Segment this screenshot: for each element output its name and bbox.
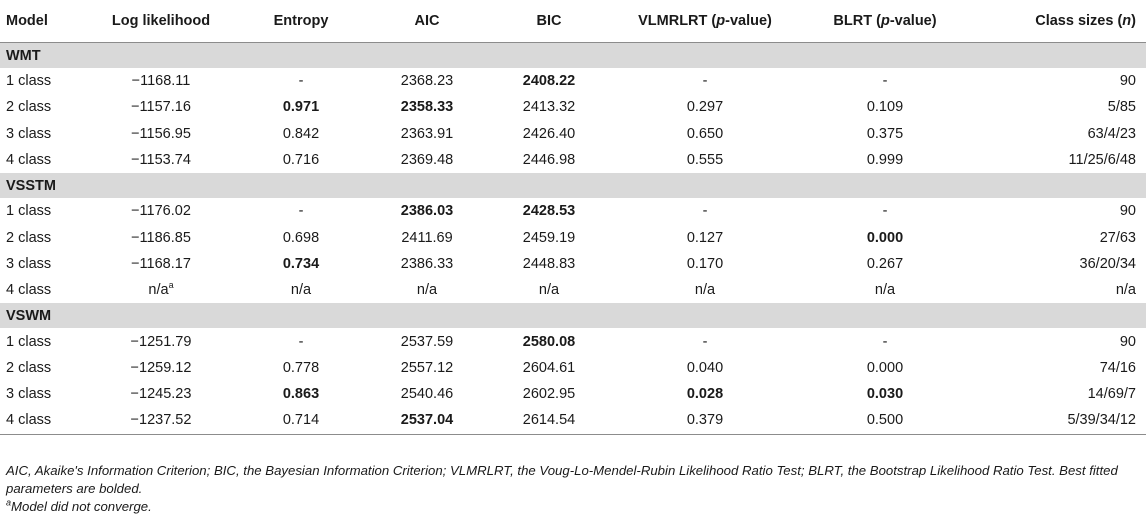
table-row bbox=[0, 147, 1146, 173]
cell-blrt: - bbox=[882, 73, 888, 90]
cell-model: 3 class bbox=[6, 125, 52, 142]
cell-aic: 2358.33 bbox=[400, 99, 454, 116]
cell-class-sizes: 5/85 bbox=[1107, 99, 1136, 116]
header-entropy: Entropy bbox=[236, 0, 366, 43]
header-blrt-open-paren: ( bbox=[876, 13, 881, 29]
table-row bbox=[0, 198, 1146, 224]
cell-model: 3 class bbox=[6, 255, 52, 272]
cell-model: 2 class bbox=[6, 359, 52, 376]
cell-bic: 2428.53 bbox=[522, 203, 576, 220]
header-vlmrlrt-suffix: -value) bbox=[725, 13, 772, 29]
header-class-sizes-close-paren: ) bbox=[1131, 13, 1136, 29]
cell-entropy: 0.842 bbox=[282, 125, 320, 142]
cell-aic: 2368.23 bbox=[400, 73, 454, 90]
cell-vlmrlrt: 0.297 bbox=[686, 99, 724, 116]
header-vlmrlrt-label: VLMRLRT bbox=[638, 13, 708, 29]
group-label: VSWM bbox=[0, 303, 1146, 328]
cell-log-likelihood: −1186.85 bbox=[131, 229, 191, 246]
header-vlmrlrt bbox=[610, 0, 800, 43]
cell-bic: 2413.32 bbox=[522, 99, 576, 116]
cell-bic: 2602.95 bbox=[522, 386, 576, 403]
group-row-wmt bbox=[0, 43, 1146, 69]
cell-blrt: 0.267 bbox=[866, 255, 904, 272]
cell-vlmrlrt: 0.379 bbox=[686, 412, 724, 429]
cell-bic: 2614.54 bbox=[522, 412, 576, 429]
header-class-sizes bbox=[970, 0, 1146, 43]
cell-bic: 2408.22 bbox=[522, 73, 576, 90]
cell-model: 2 class bbox=[6, 229, 52, 246]
header-vlmrlrt-open-paren: ( bbox=[711, 13, 717, 29]
group-row-vswm bbox=[0, 303, 1146, 328]
footnote-marker: a bbox=[6, 497, 12, 508]
footnote-text: Model did not converge. bbox=[11, 499, 152, 514]
cell-bic: 2448.83 bbox=[522, 255, 576, 272]
cell-log-likelihood: −1153.74 bbox=[131, 152, 191, 169]
cell-bic: 2459.19 bbox=[522, 229, 576, 246]
cell-blrt: - bbox=[882, 203, 888, 220]
cell-vlmrlrt: n/a bbox=[694, 282, 716, 299]
cell-blrt: 0.500 bbox=[866, 412, 904, 429]
cell-aic: n/a bbox=[416, 282, 438, 299]
header-vlmrlrt-p: p bbox=[716, 13, 726, 29]
cell-vlmrlrt: 0.650 bbox=[686, 125, 724, 142]
cell-aic: 2540.46 bbox=[400, 386, 454, 403]
cell-aic: 2363.91 bbox=[400, 125, 454, 142]
cell-log-likelihood: −1156.95 bbox=[131, 125, 191, 142]
cell-model: 1 class bbox=[6, 73, 52, 90]
cell-class-sizes: 27/63 bbox=[1099, 229, 1136, 246]
table-row bbox=[0, 94, 1146, 120]
cell-vlmrlrt: 0.040 bbox=[686, 359, 724, 376]
cell-class-sizes: n/a bbox=[1115, 282, 1136, 299]
cell-entropy: 0.716 bbox=[282, 152, 320, 169]
cell-blrt: n/a bbox=[874, 282, 896, 299]
table-row bbox=[0, 277, 1146, 303]
cell-aic: 2537.04 bbox=[400, 412, 454, 429]
cell-class-sizes: 14/69/7 bbox=[1087, 386, 1136, 403]
cell-log-likelihood: −1251.79 bbox=[130, 333, 192, 350]
cell-entropy: 0.698 bbox=[282, 229, 320, 246]
cell-vlmrlrt: - bbox=[702, 73, 708, 90]
table-row bbox=[0, 251, 1146, 277]
table-row bbox=[0, 355, 1146, 381]
cell-model: 4 class bbox=[6, 282, 52, 299]
cell-blrt: 0.000 bbox=[866, 229, 904, 246]
cell-model: 2 class bbox=[6, 99, 52, 116]
cell-entropy: - bbox=[298, 203, 304, 220]
cell-entropy: - bbox=[298, 333, 304, 350]
header-model: Model bbox=[0, 0, 86, 43]
table-row bbox=[0, 328, 1146, 354]
cell-blrt: 0.375 bbox=[866, 125, 904, 142]
cell-bic: 2426.40 bbox=[522, 125, 576, 142]
cell-vlmrlrt: - bbox=[702, 333, 708, 350]
cell-vlmrlrt: 0.555 bbox=[686, 152, 724, 169]
cell-log-likelihood: −1237.52 bbox=[130, 412, 192, 429]
cell-bic: 2580.08 bbox=[522, 333, 576, 350]
cell-aic: 2386.03 bbox=[400, 203, 454, 220]
header-bic: BIC bbox=[488, 0, 610, 43]
cell-model: 1 class bbox=[6, 203, 52, 220]
cell-vlmrlrt: 0.127 bbox=[686, 229, 724, 246]
cell-class-sizes: 5/39/34/12 bbox=[1067, 412, 1136, 429]
header-row bbox=[0, 0, 1146, 43]
table-row bbox=[0, 68, 1146, 94]
cell-model: 3 class bbox=[6, 386, 52, 403]
cell-model: 4 class bbox=[6, 152, 52, 169]
group-label: VSSTM bbox=[0, 173, 1146, 198]
cell-entropy: 0.734 bbox=[282, 255, 320, 272]
cell-class-sizes: 36/20/34 bbox=[1079, 255, 1136, 272]
header-aic: AIC bbox=[366, 0, 488, 43]
cell-class-sizes: 90 bbox=[1119, 333, 1136, 350]
cell-log-likelihood: −1157.16 bbox=[131, 99, 191, 116]
header-log-likelihood: Log likelihood bbox=[86, 0, 236, 43]
cell-bic: n/a bbox=[538, 282, 560, 299]
table-row bbox=[0, 224, 1146, 250]
cell-entropy: n/a bbox=[290, 282, 312, 299]
cell-vlmrlrt: 0.170 bbox=[686, 255, 724, 272]
cell-class-sizes: 90 bbox=[1119, 73, 1136, 90]
cell-model: 1 class bbox=[6, 333, 52, 350]
cell-aic: 2411.69 bbox=[401, 229, 453, 246]
cell-log-likelihood: −1259.12 bbox=[130, 359, 192, 376]
cell-entropy: 0.863 bbox=[282, 386, 320, 403]
cell-log-likelihood: −1168.17 bbox=[131, 255, 191, 272]
cell-aic: 2369.48 bbox=[400, 152, 454, 169]
cell-entropy: 0.971 bbox=[282, 99, 320, 116]
cell-aic: 2386.33 bbox=[400, 255, 454, 272]
group-row-vsstm bbox=[0, 173, 1146, 198]
cell-log-likelihood-value: n/a bbox=[148, 282, 169, 299]
cell-entropy: 0.778 bbox=[282, 359, 320, 376]
header-class-sizes-n: n bbox=[1122, 13, 1132, 29]
footnote-marker: a bbox=[168, 280, 174, 291]
header-blrt bbox=[800, 0, 970, 43]
cell-aic: 2557.12 bbox=[400, 359, 454, 376]
header-blrt-label: BLRT bbox=[833, 13, 873, 29]
cell-blrt: - bbox=[882, 333, 888, 350]
cell-blrt: 0.030 bbox=[866, 386, 904, 403]
table-notes bbox=[6, 462, 1136, 516]
cell-log-likelihood bbox=[86, 277, 236, 303]
cell-entropy: 0.714 bbox=[282, 412, 320, 429]
group-label: WMT bbox=[0, 43, 1146, 69]
cell-vlmrlrt: - bbox=[702, 203, 708, 220]
cell-log-likelihood: −1176.02 bbox=[131, 203, 191, 220]
cell-bic: 2446.98 bbox=[522, 152, 576, 169]
cell-log-likelihood: −1245.23 bbox=[130, 386, 192, 403]
cell-entropy: - bbox=[298, 73, 304, 90]
header-blrt-p: p bbox=[880, 13, 890, 29]
cell-bic: 2604.61 bbox=[522, 359, 576, 376]
cell-blrt: 0.000 bbox=[866, 359, 904, 376]
table-row bbox=[0, 121, 1146, 147]
footnote bbox=[6, 498, 1136, 516]
cell-class-sizes: 11/25/6/48 bbox=[1068, 152, 1136, 169]
header-class-sizes-open-paren: ( bbox=[1117, 13, 1123, 29]
cell-model: 4 class bbox=[6, 412, 52, 429]
header-class-sizes-label: Class sizes bbox=[1035, 13, 1114, 29]
cell-log-likelihood: −1168.11 bbox=[131, 73, 191, 90]
cell-class-sizes: 90 bbox=[1119, 203, 1136, 220]
cell-class-sizes: 63/4/23 bbox=[1087, 125, 1136, 142]
cell-blrt: 0.999 bbox=[866, 152, 904, 169]
cell-class-sizes: 74/16 bbox=[1099, 359, 1136, 376]
cell-aic: 2537.59 bbox=[400, 333, 454, 350]
cell-blrt: 0.109 bbox=[866, 99, 904, 116]
header-blrt-suffix: -value) bbox=[889, 13, 937, 29]
table-row bbox=[0, 407, 1146, 434]
table-row bbox=[0, 381, 1146, 407]
abbreviations-note: AIC, Akaike's Information Criterion; BIC, the Bayesian Information Criterion; VLMRLRT, the Voug-Lo-Mendel-Rubin Likelihood Ratio Test; BLRT, the Bootstrap Likelihood Ratio Test. Best fitted parameters are bolded. bbox=[6, 463, 1118, 496]
cell-vlmrlrt: 0.028 bbox=[686, 386, 724, 403]
